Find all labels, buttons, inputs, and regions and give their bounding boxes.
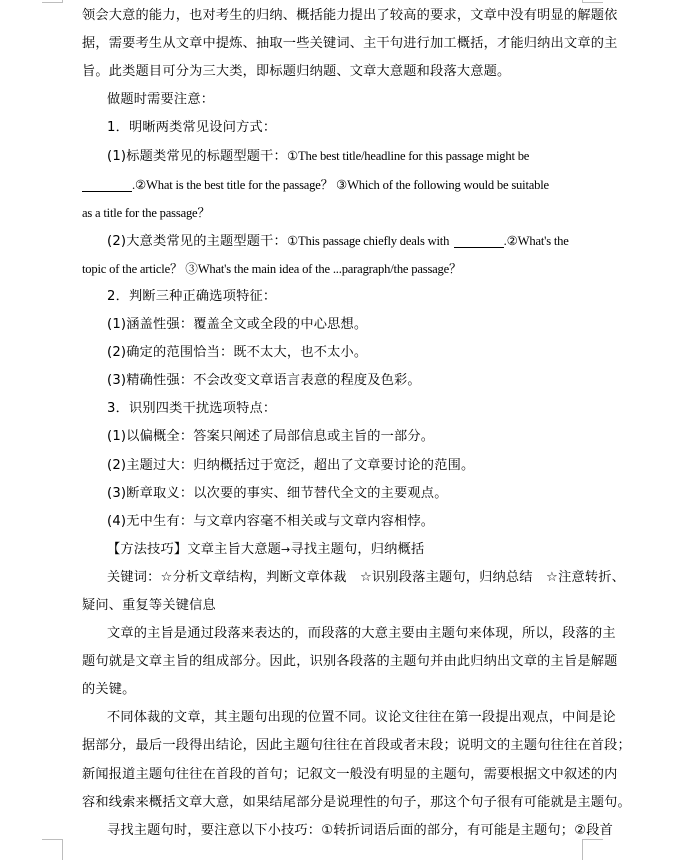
english-question-text: .②What is the best title for the passage？ ③Which of the following would be suitable [132,177,549,192]
main-idea-question-item [82,227,590,255]
method-tips-heading [82,536,590,564]
right-arrow-icon: → [281,542,291,556]
list-item: (1)涵盖性强：覆盖全文或全段的中心思想。 [107,317,368,333]
page-corner-mark-bottom-left [42,839,63,860]
english-question-text: ①The best title/headline for this passage might be [286,149,530,164]
title-question-continuation [82,171,590,199]
paragraph-line: 容和线索来概括文章大意，如果结尾部分是说理性的句子，那这个句子很有可能就是主题句。 [82,794,631,810]
title-question-item [82,142,590,170]
method-heading-suffix: 寻找主题句，归纳概括 [290,541,425,557]
keywords-line: 关键词：☆分析文章结构，判断文章体裁 ☆识别段落主题句，归纳总结 ☆注意转折、 [107,569,626,585]
list-item: (2)主题过大：归纳概括过于宽泛，超出了文章要讨论的范围。 [107,457,475,473]
numbered-heading-1: 1．明晰两类常见设问方式： [107,120,277,136]
english-question-text: as a title for the passage？ [82,205,210,220]
item-label: (1)标题类常见的标题型题干： [107,149,287,165]
paragraph-line: 据部分，最后一段得出结论，因此主题句往往在首段或者末段；说明文的主题句往往在首段； [82,738,631,754]
paragraph-line: 题句就是文章主旨的组成部分。因此，识别各段落的主题句并由此归纳出文章的主旨是解题 [82,654,618,670]
page-corner-mark-top-left [42,0,63,3]
english-question-text: ①This passage chiefly deals with [286,233,450,248]
english-question-text: .②What's the [503,233,569,248]
fill-in-blank [454,232,504,248]
paragraph-line: 新闻报道主题句往往在首段的首句；记叙文一般没有明显的主题句，需要根据文中叙述的内 [82,766,618,782]
english-question-text: topic of the article？ ③What's the main idea of the ...paragraph/the passage？ [82,261,462,276]
list-item: (1)以偏概全：答案只阐述了局部信息或主旨的一部分。 [107,429,435,445]
title-question-continuation [82,199,590,227]
paragraph-line: 寻找主题句时，要注意以下小技巧：①转折词语后面的部分，有可能是主题句；②段首 [107,822,613,838]
numbered-heading-3: 3．识别四类干扰选项特点： [107,401,277,417]
list-item: (4)无中生有：与文章内容毫不相关或与文章内容相悖。 [107,513,435,529]
paragraph-line: 据，需要考生从文章中提炼、抽取一些关键词、主干句进行加工概括，才能归纳出文章的主 [82,36,618,52]
document-body[interactable] [82,2,631,845]
item-label: (2)大意类常见的主题型题干： [107,233,287,249]
section-note-heading: 做题时需要注意： [107,92,215,108]
method-heading-prefix: 【方法技巧】文章主旨大意题 [107,541,282,557]
paragraph-line: 的关键。 [82,682,136,698]
numbered-heading-2: 2．判断三种正确选项特征： [107,288,277,304]
keywords-line-continuation: 疑问、重复等关键信息 [82,597,216,613]
fill-in-blank [82,176,132,192]
main-idea-question-continuation [82,255,590,283]
paragraph-line: 不同体裁的文章，其主题句出现的位置不同。议论文往往在第一段提出观点，中间是论 [107,710,616,726]
paragraph-line: 旨。此类题目可分为三大类，即标题归纳题、文章大意题和段落大意题。 [82,64,511,80]
list-item: (3)精确性强：不会改变文章语言表意的程度及色彩。 [107,373,421,389]
list-item: (2)确定的范围恰当：既不太大，也不太小。 [107,345,368,361]
list-item: (3)断章取义：以次要的事实、细节替代全文的主要观点。 [107,485,448,501]
paragraph-line: 领会大意的能力，也对考生的归纳、概括能力提出了较高的要求，文章中没有明显的解题依 [82,8,618,23]
paragraph-line: 文章的主旨是通过段落来表达的，而段落的大意主要由主题句来体现，所以，段落的主 [107,626,616,642]
